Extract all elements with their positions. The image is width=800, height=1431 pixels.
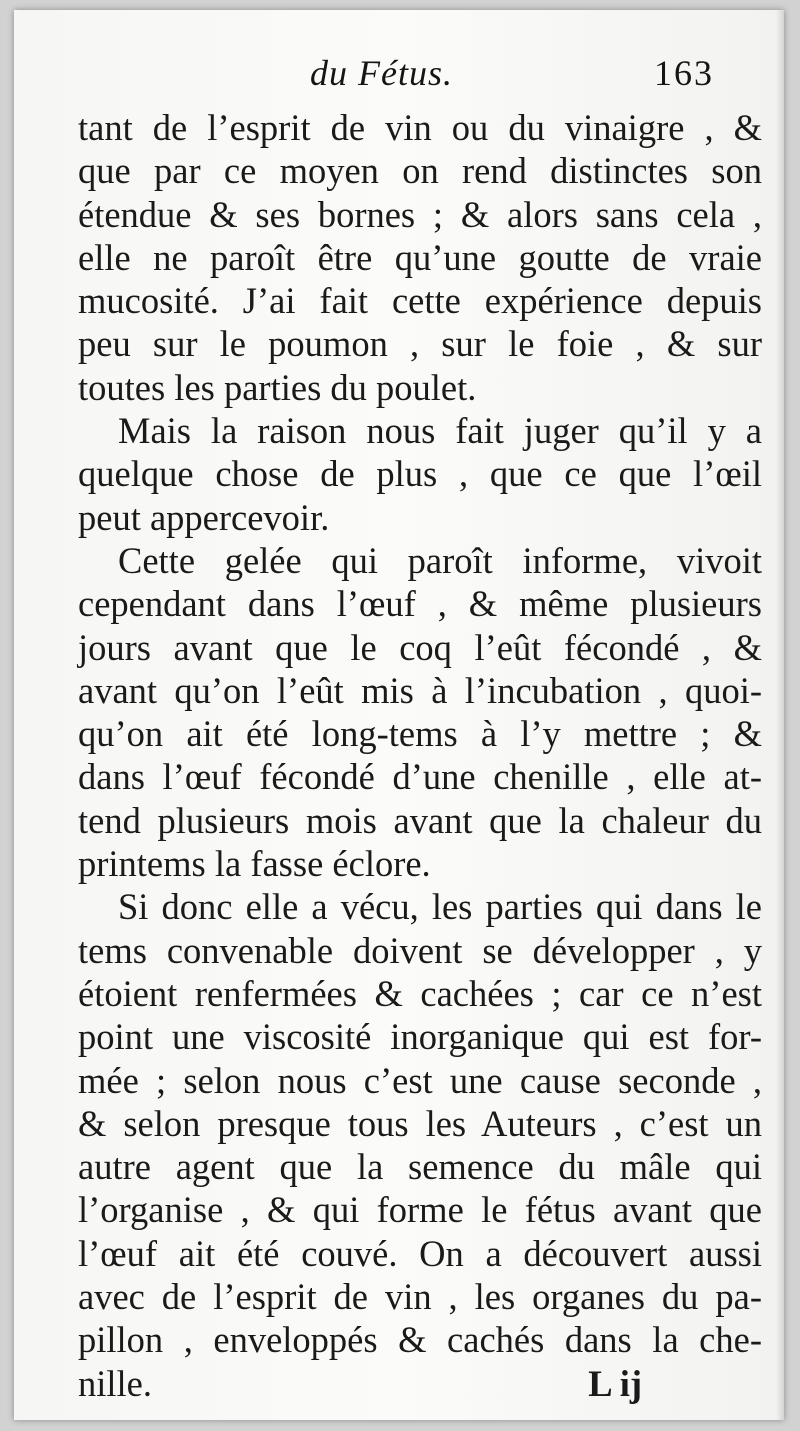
text-line: l’œuf ait été couvé. On a découvert aussi <box>78 1232 762 1274</box>
text-line: dans l’œuf fécondé d’une chenille , elle at- <box>78 756 762 798</box>
last-text-line: nille. <box>78 1362 152 1404</box>
text-line: étoient renfermées & cachées ; car ce n’est <box>78 972 762 1014</box>
paragraph-start-line: Mais la raison nous fait juger qu’il y a <box>118 410 762 452</box>
text-line: avec de l’esprit de vin , les organes du pa- <box>78 1276 762 1318</box>
text-line: point une viscosité inorganique qui est for- <box>78 1016 762 1058</box>
text-line: jours avant que le coq l’eût fécondé , & <box>78 626 762 668</box>
text-line: tant de l’esprit de vin ou du vinaigre , & <box>78 107 762 148</box>
text-line: tend plusieurs mois avant que la chaleur du <box>78 799 762 841</box>
text-line: l’organise , & qui forme le fétus avant que <box>78 1189 762 1231</box>
text-line: toutes les parties du poulet. <box>78 366 477 408</box>
footer-line <box>78 1362 762 1405</box>
signature-mark: L ij <box>588 1362 642 1404</box>
text-line: que par ce moyen on rend distinctes son <box>78 150 762 192</box>
body-text <box>78 106 762 1405</box>
text-line: peut appercevoir. <box>78 496 330 538</box>
text-line: quelque chose de plus , que ce que l’œil <box>78 453 762 495</box>
text-line: qu’on ait été long-tems à l’y mettre ; & <box>78 713 762 755</box>
paragraph-start-line: Si donc elle a vécu, les parties qui dans le <box>118 886 762 928</box>
text-line: tems convenable doivent se développer , y <box>78 929 762 971</box>
running-title: du Fétus. <box>310 53 453 93</box>
text-line: peu sur le poumon , sur le foie , & sur <box>78 323 762 365</box>
text-line: elle ne paroît être qu’une goutte de vraie <box>78 236 762 278</box>
text-line: printems la fasse éclore. <box>78 843 431 885</box>
book-page <box>14 10 784 1420</box>
text-line: autre agent que la semence du mâle qui <box>78 1146 762 1188</box>
text-line: pillon , enveloppés & cachés dans la che- <box>78 1319 762 1361</box>
text-line: & selon presque tous les Auteurs , c’est un <box>78 1102 762 1144</box>
text-line: avant qu’on l’eût mis à l’incubation , quoi- <box>78 669 762 711</box>
text-line: étendue & ses bornes ; & alors sans cela , <box>78 193 762 235</box>
running-head <box>14 52 784 102</box>
text-line: mucosité. J’ai fait cette expérience depuis <box>78 280 762 322</box>
page-number: 163 <box>654 53 714 93</box>
text-line: cependant dans l’œuf , & même plusieurs <box>78 583 762 625</box>
text-line: mée ; selon nous c’est une cause seconde , <box>78 1059 762 1101</box>
paragraph-start-line: Cette gelée qui paroît informe, vivoit <box>118 539 762 581</box>
